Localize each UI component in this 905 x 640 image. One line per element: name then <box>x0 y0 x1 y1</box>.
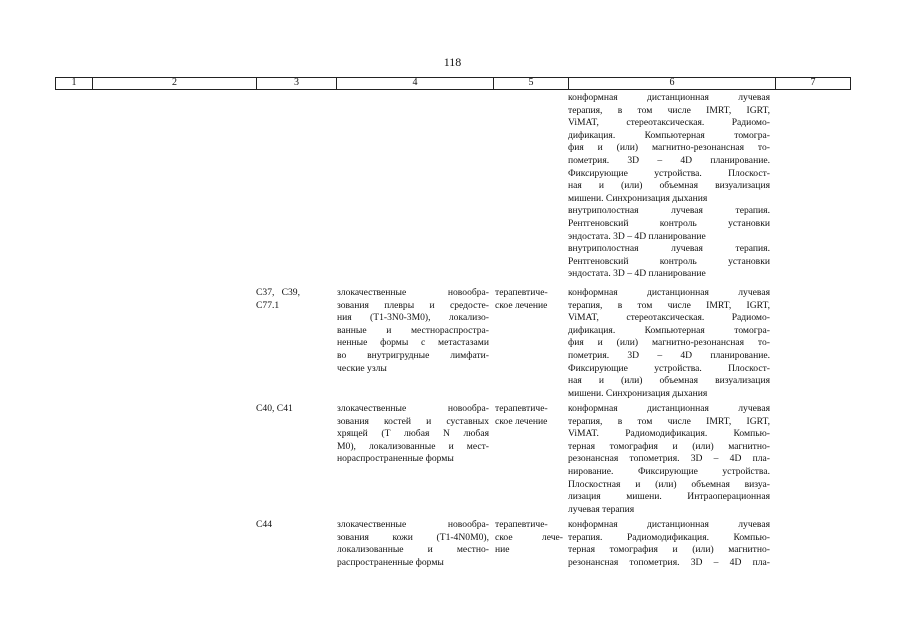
method-line: фия и (или) магнитно-резонансная то- <box>568 142 770 154</box>
method-line: ViMAT, стереотаксическая. Радиомо- <box>568 117 770 129</box>
table-header-bottom-rule <box>55 89 851 90</box>
row-3-method <box>568 519 770 569</box>
method-line: ViMAT, стереотаксическая. Радиомо- <box>568 312 770 324</box>
diagnosis-line: зования плевры и средосте- <box>337 299 489 311</box>
header-col-4: 4 <box>336 77 493 89</box>
treatment-line: ское лечение <box>495 299 548 311</box>
method-line: конформная дистанционная лучевая <box>568 287 770 298</box>
method-line: дификация. Компьютерная томогра- <box>568 129 770 141</box>
treatment-line: ское лече- <box>495 531 563 543</box>
diagnosis-line: зования костей и суставных <box>337 415 489 427</box>
method-line: терапия. Радиомодификация. Компью- <box>568 531 770 543</box>
method-line: терная томография и (или) магнитно- <box>568 440 770 452</box>
row-2-method <box>568 403 770 516</box>
method-line: ная и (или) объемная визуализация <box>568 180 770 192</box>
diagnosis-line: M0), локализованные и мест- <box>337 440 489 452</box>
method-line: фия и (или) магнитно-резонансная то- <box>568 337 770 349</box>
row-1-diagnosis <box>337 287 489 375</box>
code-line: C77.1 <box>256 299 280 311</box>
diagnosis-line: во внутригрудные лимфати- <box>337 349 489 361</box>
method-line: нирование. Фиксирующие устройства. <box>568 465 770 477</box>
method-line: резонансная топометрия. 3D – 4D пла- <box>568 453 770 465</box>
method-line: резонансная топометрия. 3D – 4D пла- <box>568 556 770 568</box>
method-line: Плоскостная и (или) объемная визуа- <box>568 478 770 490</box>
method-line: внутриполостная лучевая терапия. <box>568 205 770 217</box>
treatment-line: ние <box>495 544 510 556</box>
table-header <box>55 77 851 89</box>
diagnosis-line: локализованные и местно- <box>337 544 489 556</box>
method-line: пометрия. 3D – 4D планирование. <box>568 154 770 166</box>
method-line: конформная дистанционная лучевая <box>568 519 770 530</box>
treatment-line: терапевтиче- <box>495 519 548 530</box>
diagnosis-line: злокачественные новообра- <box>337 519 489 530</box>
treatment-line: терапевтиче- <box>495 403 548 414</box>
row-3-codes <box>256 519 332 532</box>
method-line: дификация. Компьютерная томогра- <box>568 324 770 336</box>
treatment-line: терапевтиче- <box>495 287 548 298</box>
method-line: терапия, в том числе IMRT, IGRT, <box>568 415 770 427</box>
method-line: терапия, в том числе IMRT, IGRT, <box>568 299 770 311</box>
diagnosis-line: ческие узлы <box>337 362 387 374</box>
header-col-6: 6 <box>568 77 775 89</box>
code-line: C44 <box>256 519 272 530</box>
diagnosis-line: хрящей (T любая N любая <box>337 428 489 440</box>
code-line: C40, C41 <box>256 403 293 414</box>
method-line: эндостата. 3D – 4D планирование <box>568 268 706 280</box>
row-1-treatment <box>495 287 563 312</box>
method-line: эндостата. 3D – 4D планирование <box>568 230 706 242</box>
method-line: ViMAT. Радиомодификация. Компью- <box>568 428 770 440</box>
diagnosis-line: злокачественные новообра- <box>337 403 489 414</box>
method-line: внутриполостная лучевая терапия. <box>568 243 770 255</box>
header-col-1: 1 <box>55 77 92 89</box>
row-2-diagnosis <box>337 403 489 466</box>
diagnosis-line: распространенные формы <box>337 556 444 568</box>
row-1-codes <box>256 287 332 312</box>
method-line: конформная дистанционная лучевая <box>568 403 770 414</box>
treatment-line: ское лечение <box>495 415 548 427</box>
method-line: лизация мишени. Интраоперационная <box>568 491 770 503</box>
header-col-5: 5 <box>493 77 568 89</box>
method-line: лучевая терапия <box>568 503 635 515</box>
diagnosis-line: ния (T1-3N0-3M0), локализо- <box>337 312 489 324</box>
method-line: мишени. Синхронизация дыхания <box>568 387 708 399</box>
row-3-diagnosis <box>337 519 489 569</box>
row-2-codes <box>256 403 332 416</box>
diagnosis-line: зования кожи (T1-4N0M0), <box>337 531 489 543</box>
code-line: C37, C39, <box>256 287 300 298</box>
header-col-2: 2 <box>92 77 256 89</box>
method-line: пометрия. 3D – 4D планирование. <box>568 349 770 361</box>
diagnosis-line: нораспространенные формы <box>337 453 454 465</box>
method-line: ная и (или) объемная визуализация <box>568 375 770 387</box>
row-3-treatment <box>495 519 563 557</box>
method-line: Рентгеновский контроль установки <box>568 217 770 229</box>
method-line: Фиксирующие устройства. Плоскост- <box>568 362 770 374</box>
method-line: терапия, в том числе IMRT, IGRT, <box>568 104 770 116</box>
row-1-method <box>568 287 770 400</box>
row-2-treatment <box>495 403 563 428</box>
method-line: Рентгеновский контроль установки <box>568 255 770 267</box>
header-col-3: 3 <box>256 77 336 89</box>
method-line: Фиксирующие устройства. Плоскост- <box>568 167 770 179</box>
page-number: 118 <box>443 55 462 69</box>
header-col-7: 7 <box>775 77 851 89</box>
diagnosis-line: злокачественные новообра- <box>337 287 489 298</box>
diagnosis-line: ванные и местнораспростра- <box>337 324 489 336</box>
method-line: терная томография и (или) магнитно- <box>568 544 770 556</box>
method-continuation <box>568 92 770 281</box>
method-line: конформная дистанционная лучевая <box>568 92 770 103</box>
diagnosis-line: ненные формы с метастазами <box>337 337 489 349</box>
method-line: мишени. Синхронизация дыхания <box>568 192 708 204</box>
